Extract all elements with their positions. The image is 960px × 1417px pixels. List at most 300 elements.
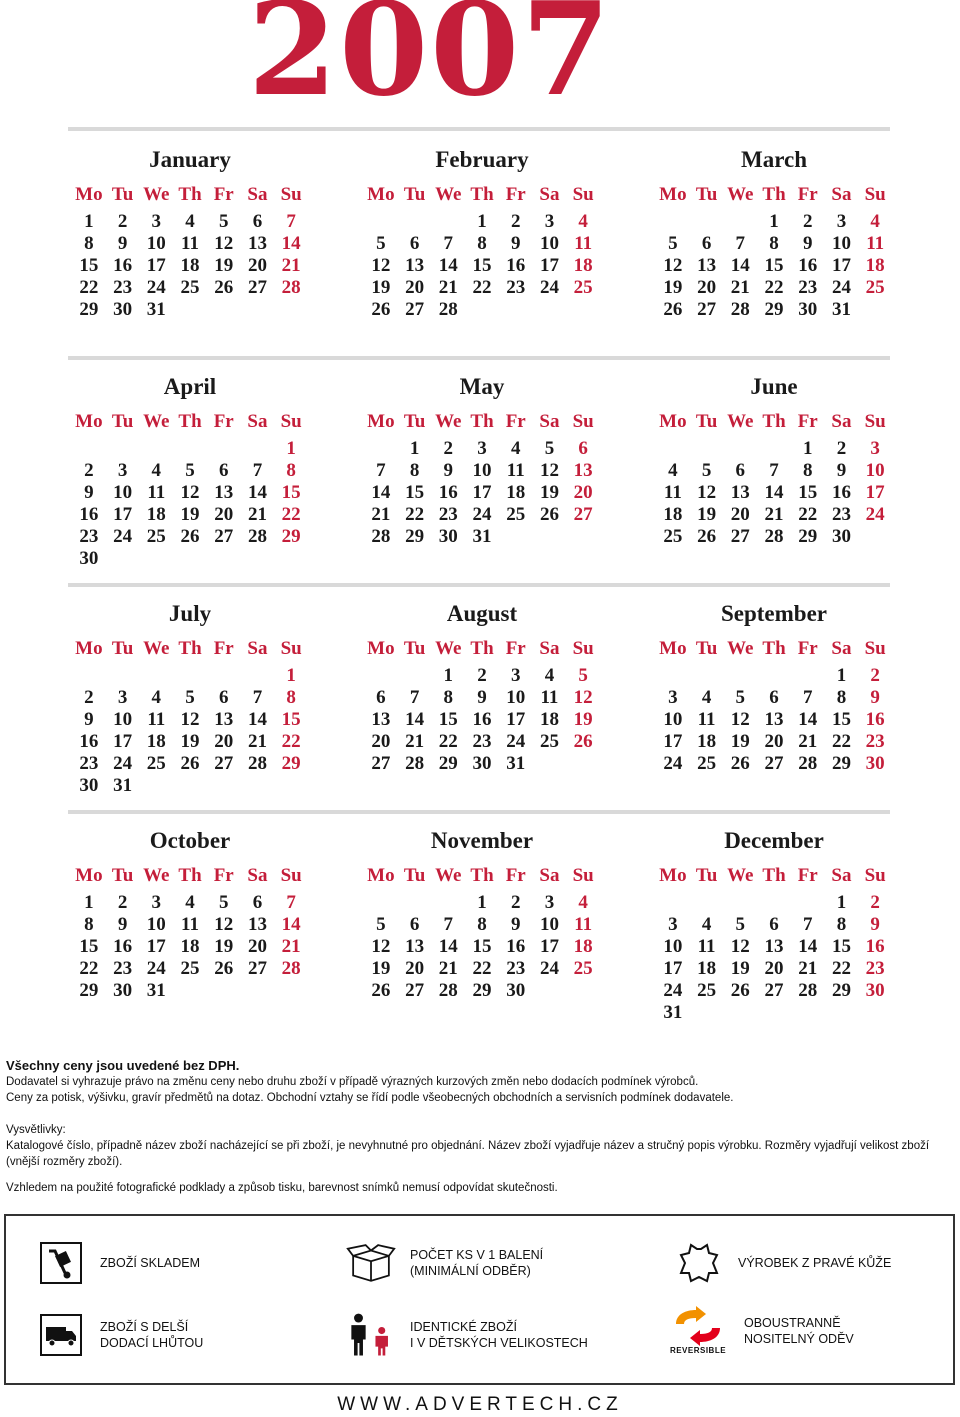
day-cell: 20	[247, 255, 267, 276]
day-cell: 27	[214, 753, 234, 774]
day-cell: 5	[668, 233, 678, 254]
day-cell	[173, 980, 207, 1002]
weekday-label: Fr	[797, 865, 818, 886]
day-cell: 17	[663, 958, 683, 979]
sunday-cell	[274, 980, 308, 1002]
week-row	[656, 936, 892, 958]
day-cell: 7	[769, 460, 779, 481]
sunday-cell: 20	[573, 482, 593, 503]
photo-note: Vzhledem na použité fotografické podklady a způsob tisku, barevnost snímků nemusí odpovídat skutečnosti.	[6, 1182, 558, 1194]
row-divider	[68, 583, 890, 587]
sunday-cell: 4	[578, 892, 588, 913]
day-cell	[72, 665, 106, 687]
day-cell: 19	[180, 504, 200, 525]
week-row	[364, 731, 600, 753]
day-cell: 18	[663, 504, 683, 525]
day-cell: 14	[405, 709, 425, 730]
day-cell: 16	[113, 255, 133, 276]
day-cell	[723, 438, 757, 460]
day-cell: 24	[506, 731, 526, 752]
day-cell: 17	[113, 731, 133, 752]
day-cell: 12	[214, 233, 234, 254]
weekday-label: Th	[178, 865, 202, 886]
legend-label	[744, 1315, 854, 1347]
week-row	[656, 753, 892, 775]
day-cell	[723, 665, 757, 687]
day-cell: 3	[510, 665, 521, 686]
day-cell: 5	[185, 460, 195, 481]
day-cell: 13	[405, 936, 425, 957]
week-row	[656, 665, 892, 687]
weekday-label: Sa	[831, 184, 852, 205]
day-cell: 15	[472, 255, 492, 276]
day-cell: 4	[185, 892, 195, 913]
day-cell: 12	[697, 482, 717, 503]
day-cell: 31	[146, 980, 166, 1001]
sunday-cell	[274, 299, 308, 321]
day-cell: 25	[697, 753, 717, 774]
sunday-cell: 23	[865, 958, 885, 979]
week-row	[72, 526, 308, 548]
legend-label-line: DODACÍ LHŮTOU	[100, 1336, 204, 1350]
day-cell	[398, 211, 432, 233]
week-row	[656, 482, 892, 504]
weekday-label: Su	[280, 865, 302, 886]
day-cell: 9	[836, 460, 847, 481]
day-cell: 19	[730, 731, 750, 752]
weekday-label: Fr	[213, 865, 234, 886]
day-cell: 7	[443, 233, 454, 254]
day-cell: 15	[438, 709, 458, 730]
legend-label	[410, 1319, 588, 1351]
day-cell: 9	[510, 233, 521, 254]
sunday-cell: 30	[865, 753, 885, 774]
month-october	[72, 826, 308, 1002]
week-row	[656, 460, 892, 482]
week-row	[656, 277, 892, 299]
day-cell: 8	[836, 914, 847, 935]
day-cell: 23	[79, 526, 99, 547]
weekday-label: Mo	[75, 411, 103, 432]
weekday-label: Mo	[367, 865, 395, 886]
day-cell: 24	[472, 504, 492, 525]
day-cell: 4	[544, 665, 555, 686]
day-cell	[241, 299, 275, 321]
sunday-cell: 8	[286, 687, 296, 708]
day-cell: 10	[146, 914, 166, 935]
year-title: 2007	[248, 0, 613, 125]
weekday-label: We	[143, 638, 170, 659]
day-cell: 13	[405, 255, 425, 276]
day-cell: 22	[764, 277, 784, 298]
day-cell: 2	[117, 211, 128, 232]
weekday-label: Tu	[111, 184, 134, 205]
day-cell: 6	[701, 233, 712, 254]
legend-label: VÝROBEK Z PRAVÉ KŮŽE	[738, 1256, 892, 1270]
week-row	[72, 504, 308, 526]
day-cell: 25	[146, 526, 166, 547]
day-cell	[173, 665, 207, 687]
day-cell: 20	[247, 936, 267, 957]
day-cell: 23	[831, 504, 851, 525]
sunday-cell	[274, 548, 308, 570]
day-cell: 5	[376, 914, 386, 935]
weekday-header	[72, 635, 308, 663]
week-row	[364, 526, 600, 548]
day-cell: 13	[247, 914, 267, 935]
day-cell: 28	[438, 980, 458, 1001]
day-cell: 15	[831, 936, 851, 957]
week-row	[656, 892, 892, 914]
day-cell: 8	[836, 687, 847, 708]
day-cell: 4	[185, 211, 195, 232]
day-cell	[431, 892, 465, 914]
sunday-cell: 22	[281, 504, 301, 525]
day-cell: 8	[84, 914, 94, 935]
day-cell: 23	[113, 277, 133, 298]
day-cell	[757, 892, 791, 914]
day-cell: 7	[735, 233, 746, 254]
weekday-label: Su	[864, 411, 886, 432]
legend-label-line: NOSITELNÝ ODĚV	[744, 1331, 854, 1346]
day-cell	[723, 211, 757, 233]
month-november	[364, 826, 600, 1002]
month-april	[72, 372, 308, 570]
sunday-cell: 25	[573, 958, 593, 979]
weekday-label: We	[143, 411, 170, 432]
sunday-cell	[566, 980, 600, 1002]
day-cell: 20	[730, 504, 750, 525]
day-cell: 1	[443, 665, 454, 686]
sunday-cell: 9	[870, 914, 880, 935]
row-divider	[68, 127, 890, 131]
day-cell	[364, 211, 398, 233]
day-cell	[656, 211, 690, 233]
month-june	[656, 372, 892, 548]
day-cell: 27	[764, 753, 784, 774]
day-cell: 1	[477, 892, 487, 913]
weekday-label: Th	[762, 865, 786, 886]
weekday-header	[72, 862, 308, 890]
weekday-label: Tu	[403, 184, 426, 205]
week-row	[656, 438, 892, 460]
day-cell: 4	[151, 687, 162, 708]
day-cell: 16	[798, 255, 818, 276]
day-cell: 7	[252, 460, 263, 481]
day-cell: 30	[831, 526, 851, 547]
week-row	[72, 548, 308, 570]
reversible-logo-text: REVERSIBLE	[669, 1346, 727, 1355]
day-cell: 20	[405, 277, 425, 298]
day-cell: 24	[113, 526, 133, 547]
weekday-label: We	[727, 184, 754, 205]
sunday-cell: 2	[870, 665, 880, 686]
week-row	[72, 980, 308, 1002]
day-cell: 10	[506, 687, 526, 708]
week-row	[72, 936, 308, 958]
day-cell: 1	[802, 438, 813, 459]
day-cell: 22	[831, 731, 851, 752]
weekday-label: Tu	[695, 411, 718, 432]
sunday-cell	[858, 526, 892, 548]
day-cell: 26	[539, 504, 559, 525]
week-row	[72, 914, 308, 936]
week-row	[656, 233, 892, 255]
day-cell: 18	[539, 709, 559, 730]
sunday-cell: 21	[281, 255, 301, 276]
weekday-label: Tu	[403, 411, 426, 432]
sunday-cell	[858, 1002, 892, 1024]
day-cell: 2	[836, 438, 847, 459]
day-cell: 17	[539, 936, 559, 957]
sunday-cell: 18	[573, 936, 593, 957]
month-name: April	[163, 374, 217, 399]
day-cell: 11	[181, 914, 199, 935]
day-cell: 1	[836, 892, 847, 913]
day-cell: 2	[84, 687, 94, 708]
month-name: February	[435, 147, 529, 172]
day-cell: 3	[117, 687, 128, 708]
day-cell: 22	[831, 958, 851, 979]
sunday-cell: 27	[573, 504, 593, 525]
weekday-label: Su	[572, 184, 594, 205]
weekday-label: Sa	[831, 865, 852, 886]
day-cell	[690, 1002, 724, 1024]
day-cell: 2	[84, 460, 94, 481]
weekday-header	[656, 408, 892, 436]
day-cell	[791, 892, 825, 914]
day-cell: 11	[147, 482, 166, 503]
day-cell	[533, 299, 567, 321]
day-cell: 15	[405, 482, 425, 503]
sunday-cell: 19	[573, 709, 593, 730]
day-cell: 18	[697, 958, 717, 979]
day-cell: 15	[79, 936, 99, 957]
weekday-label: Mo	[367, 184, 395, 205]
day-cell: 28	[405, 753, 425, 774]
day-cell: 20	[214, 731, 234, 752]
day-cell: 5	[376, 233, 386, 254]
weekday-label: Sa	[831, 411, 852, 432]
day-cell: 31	[472, 526, 492, 547]
sunday-cell: 5	[578, 665, 588, 686]
legend-label: ZBOŽÍ SKLADEM	[100, 1256, 201, 1270]
day-cell: 6	[218, 687, 229, 708]
day-cell	[533, 753, 567, 775]
sunday-cell: 17	[865, 482, 885, 503]
day-cell	[499, 299, 533, 321]
weekday-label: Fr	[505, 184, 526, 205]
day-cell: 17	[472, 482, 492, 503]
day-cell: 29	[438, 753, 458, 774]
day-cell: 11	[697, 709, 716, 730]
day-cell: 27	[247, 277, 267, 298]
week-row	[72, 775, 308, 797]
sunday-cell: 11	[574, 233, 593, 254]
day-cell: 14	[247, 482, 267, 503]
day-cell	[825, 1002, 859, 1024]
weekday-label: Fr	[213, 184, 234, 205]
sunday-cell: 14	[281, 233, 301, 254]
day-cell: 6	[218, 460, 229, 481]
weekday-label: Tu	[403, 865, 426, 886]
sunday-cell: 12	[573, 687, 593, 708]
day-cell: 4	[151, 460, 162, 481]
day-cell: 28	[764, 526, 784, 547]
day-cell	[207, 775, 241, 797]
day-cell: 10	[539, 233, 559, 254]
day-cell: 30	[472, 753, 492, 774]
weekday-label: Th	[178, 411, 202, 432]
day-cell	[207, 299, 241, 321]
day-cell: 14	[798, 709, 818, 730]
day-cell	[139, 775, 173, 797]
day-cell: 19	[371, 958, 391, 979]
day-cell: 17	[506, 709, 526, 730]
legend-item-reversible	[666, 1306, 854, 1355]
weekday-header	[72, 408, 308, 436]
day-cell	[757, 1002, 791, 1024]
weekday-label: Sa	[539, 184, 560, 205]
day-cell	[431, 211, 465, 233]
day-cell	[173, 438, 207, 460]
hand-truck-icon	[36, 1238, 86, 1288]
notes-line: Ceny za potisk, výšivku, gravír předmětů na dotaz. Obchodní vztahy se řídí podle všeobecných obchodních a servisních podmínek dodavatele.	[6, 1092, 734, 1104]
legend-label-line: OBOUSTRANNĚ	[744, 1315, 841, 1330]
legend-label	[100, 1319, 203, 1351]
day-cell: 15	[798, 482, 818, 503]
week-row	[656, 914, 892, 936]
sunday-cell: 26	[573, 731, 593, 752]
weekday-label: Sa	[247, 638, 268, 659]
day-cell	[241, 438, 275, 460]
day-cell: 3	[477, 438, 487, 459]
day-cell: 11	[506, 460, 525, 481]
day-cell: 17	[539, 255, 559, 276]
day-cell	[533, 526, 567, 548]
day-cell: 26	[663, 299, 683, 320]
day-cell: 23	[438, 504, 458, 525]
day-cell: 5	[185, 687, 195, 708]
sunday-cell: 16	[865, 709, 885, 730]
day-cell: 9	[443, 460, 454, 481]
day-cell: 25	[697, 980, 717, 1001]
week-row	[72, 460, 308, 482]
day-cell: 10	[113, 482, 133, 503]
day-cell: 14	[764, 482, 784, 503]
day-cell	[364, 892, 398, 914]
month-name: March	[740, 147, 807, 172]
weekday-label: Tu	[111, 865, 134, 886]
month-name: January	[149, 147, 231, 172]
week-row	[72, 665, 308, 687]
day-cell	[723, 892, 757, 914]
day-cell: 27	[697, 299, 717, 320]
legend-item-stock	[36, 1238, 200, 1288]
day-cell: 10	[831, 233, 851, 254]
day-cell: 8	[802, 460, 813, 481]
day-cell: 22	[79, 958, 99, 979]
sunday-cell	[566, 526, 600, 548]
day-cell: 8	[769, 233, 779, 254]
day-cell: 23	[472, 731, 492, 752]
day-cell: 1	[477, 211, 487, 232]
weekday-header	[364, 635, 600, 663]
day-cell: 1	[84, 211, 94, 232]
day-cell: 21	[438, 958, 458, 979]
weekday-header	[656, 181, 892, 209]
weekday-label: Sa	[539, 865, 560, 886]
sunday-cell: 22	[281, 731, 301, 752]
day-cell: 17	[831, 255, 851, 276]
day-cell: 31	[146, 299, 166, 320]
day-cell: 6	[769, 914, 779, 935]
sunday-cell: 28	[281, 277, 301, 298]
day-cell	[106, 438, 140, 460]
weekday-label: Th	[470, 184, 494, 205]
sunday-cell: 1	[286, 665, 296, 686]
day-cell: 24	[146, 277, 166, 298]
day-cell	[207, 665, 241, 687]
month-name: August	[446, 601, 518, 626]
day-cell	[791, 665, 825, 687]
week-row	[656, 299, 892, 321]
day-cell: 21	[798, 731, 818, 752]
week-row	[364, 277, 600, 299]
day-cell: 26	[214, 277, 234, 298]
day-cell: 3	[151, 211, 162, 232]
day-cell: 21	[247, 504, 267, 525]
day-cell: 27	[730, 526, 750, 547]
sunday-cell: 4	[870, 211, 880, 232]
day-cell: 29	[472, 980, 492, 1001]
week-row	[72, 438, 308, 460]
weekday-label: Th	[762, 411, 786, 432]
weekday-label: Fr	[505, 865, 526, 886]
day-cell	[690, 438, 724, 460]
day-cell: 29	[79, 299, 99, 320]
weekday-label: Th	[470, 865, 494, 886]
day-cell: 22	[405, 504, 425, 525]
day-cell: 27	[371, 753, 391, 774]
day-cell: 29	[79, 980, 99, 1001]
sunday-cell: 23	[865, 731, 885, 752]
weekday-label: Su	[280, 638, 302, 659]
day-cell: 17	[113, 504, 133, 525]
weekday-label: We	[143, 865, 170, 886]
weekday-header	[364, 862, 600, 890]
weekday-header	[656, 635, 892, 663]
day-cell	[241, 548, 275, 570]
day-cell: 19	[180, 731, 200, 752]
sunday-cell: 13	[573, 460, 593, 481]
day-cell: 14	[730, 255, 750, 276]
month-july	[72, 599, 308, 797]
day-cell: 20	[214, 504, 234, 525]
day-cell: 28	[798, 753, 818, 774]
weekday-label: Mo	[659, 865, 687, 886]
day-cell: 9	[117, 914, 128, 935]
day-cell: 31	[506, 753, 526, 774]
week-row	[656, 709, 892, 731]
weekday-label: Th	[762, 638, 786, 659]
legend-item-min-order	[346, 1238, 543, 1288]
day-cell: 24	[539, 958, 559, 979]
weekday-label: Su	[572, 865, 594, 886]
weekday-header	[656, 862, 892, 890]
weekday-label: Su	[572, 638, 594, 659]
day-cell: 16	[472, 709, 492, 730]
